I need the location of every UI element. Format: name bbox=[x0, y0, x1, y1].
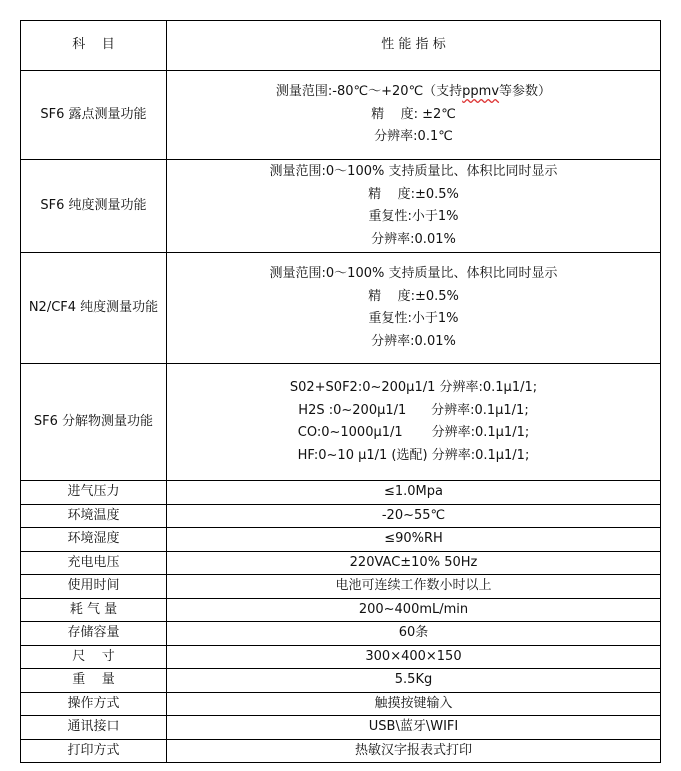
row-value: 300×400×150 bbox=[167, 645, 661, 669]
row-value bbox=[167, 364, 661, 481]
row-name: N2/CF4 纯度测量功能 bbox=[21, 253, 167, 364]
value-line: 测量范围:-80℃～+20℃（支持ppmv等参数） bbox=[275, 84, 552, 100]
row-value bbox=[167, 160, 661, 253]
spec-row bbox=[21, 551, 661, 575]
row-name: SF6 纯度测量功能 bbox=[21, 160, 167, 253]
row-name: 环境温度 bbox=[21, 504, 167, 528]
value-line: 分辨率:0.01% bbox=[371, 231, 456, 247]
row-value: 60条 bbox=[167, 622, 661, 646]
row-name: 打印方式 bbox=[21, 739, 167, 763]
value-line: HF:0~10 µ1/1 (选配) 分辨率:0.1µ1/1; bbox=[297, 447, 530, 463]
spec-row bbox=[21, 692, 661, 716]
row-name: 重 量 bbox=[21, 669, 167, 693]
row-value: ≤90%RH bbox=[167, 528, 661, 552]
row-value: -20~55℃ bbox=[167, 504, 661, 528]
block-row-sf6-purity bbox=[21, 160, 661, 253]
row-name: 尺 寸 bbox=[21, 645, 167, 669]
row-value bbox=[167, 71, 661, 160]
spec-table bbox=[20, 20, 661, 763]
block-row-dewpoint bbox=[21, 71, 661, 160]
spec-row bbox=[21, 645, 661, 669]
spec-row bbox=[21, 716, 661, 740]
row-name: 使用时间 bbox=[21, 575, 167, 599]
row-value: 200~400mL/min bbox=[167, 598, 661, 622]
spec-row bbox=[21, 528, 661, 552]
value-line: 重复性:小于1% bbox=[368, 209, 459, 224]
row-value: 触摸按键输入 bbox=[167, 692, 661, 716]
row-value: ≤1.0Mpa bbox=[167, 481, 661, 505]
header-spec: 性 能 指 标 bbox=[167, 21, 661, 71]
spec-row bbox=[21, 622, 661, 646]
value-line: 分辨率:0.01% bbox=[371, 333, 456, 349]
value-line: S02+S0F2:0~200µ1/1 分辨率:0.1µ1/1; bbox=[289, 380, 538, 395]
row-value bbox=[167, 253, 661, 364]
value-line: 测量范围:0～100% 支持质量比、体积比同时显示 bbox=[269, 266, 558, 281]
value-line: CO:0~1000µ1/1 分辨率:0.1µ1/1; bbox=[297, 425, 530, 440]
row-value: 电池可连续工作数小时以上 bbox=[167, 575, 661, 599]
value-line: 重复性:小于1% bbox=[368, 311, 459, 326]
row-name: 通讯接口 bbox=[21, 716, 167, 740]
value-line: H2S :0~200µ1/1 分辨率:0.1µ1/1; bbox=[298, 402, 529, 418]
row-value: 220VAC±10% 50Hz bbox=[167, 551, 661, 575]
spec-row bbox=[21, 481, 661, 505]
row-name: SF6 分解物测量功能 bbox=[21, 364, 167, 481]
simple-rows bbox=[21, 481, 661, 763]
header-subject: 科 目 bbox=[21, 21, 167, 71]
row-value: 热敏汉字报表式打印 bbox=[167, 739, 661, 763]
row-name: 耗 气 量 bbox=[21, 598, 167, 622]
value-line: 精 度: ±2℃ bbox=[371, 106, 456, 122]
row-value: USB\蓝牙\WIFI bbox=[167, 716, 661, 740]
spec-row bbox=[21, 504, 661, 528]
row-value: 5.5Kg bbox=[167, 669, 661, 693]
value-line: 分辨率:0.1℃ bbox=[374, 129, 453, 145]
block-row-n2cf4-purity bbox=[21, 253, 661, 364]
row-name: 存储容量 bbox=[21, 622, 167, 646]
row-name: SF6 露点测量功能 bbox=[21, 71, 167, 160]
spec-row bbox=[21, 598, 661, 622]
spec-row bbox=[21, 669, 661, 693]
row-name: 进气压力 bbox=[21, 481, 167, 505]
value-line: 精 度:±0.5% bbox=[368, 288, 459, 304]
value-line: 测量范围:0～100% 支持质量比、体积比同时显示 bbox=[269, 164, 558, 179]
value-line: 精 度:±0.5% bbox=[368, 186, 459, 202]
spec-row bbox=[21, 739, 661, 763]
spec-row bbox=[21, 575, 661, 599]
block-row-decomposition bbox=[21, 364, 661, 481]
row-name: 环境湿度 bbox=[21, 528, 167, 552]
header-row bbox=[21, 21, 661, 71]
row-name: 操作方式 bbox=[21, 692, 167, 716]
row-name: 充电电压 bbox=[21, 551, 167, 575]
